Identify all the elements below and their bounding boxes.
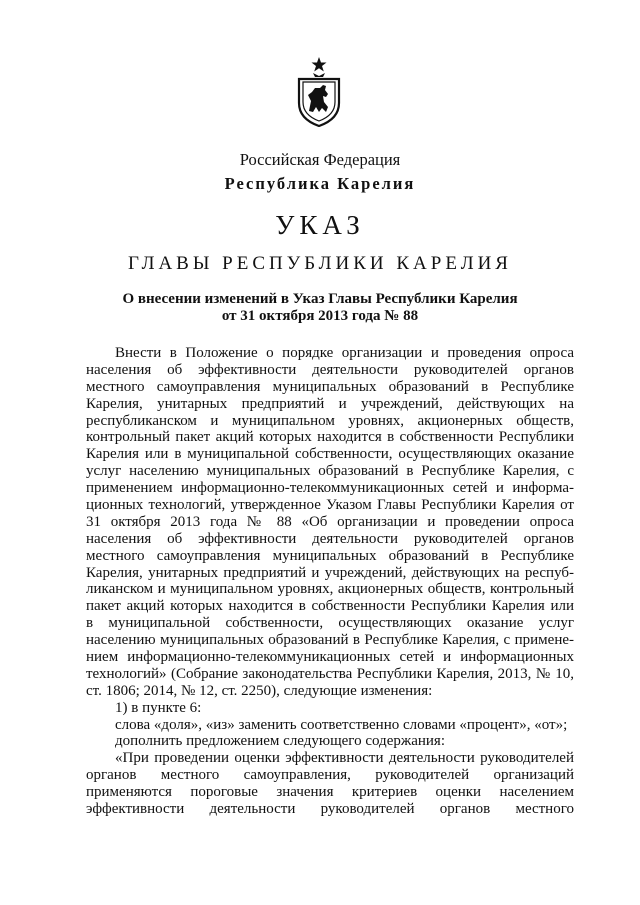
body-line: ликанском и муниципальном уровнях, акционерных обществ, контрольный [86, 581, 574, 598]
body-line: 31 октября 2013 года № 88 «Об организации и проведении опроса [86, 513, 574, 530]
body-line: пакет акций которых находится в собственности Республики Карелия или [86, 598, 574, 615]
decree-title [60, 291, 580, 325]
coat-of-arms-icon [293, 55, 345, 127]
body-line: слова «доля», «из» заменить соответственно словами «процент», «от»; [115, 716, 568, 733]
body-line: населения об эффективности деятельности руководителей органов [86, 361, 574, 378]
body-line: Карелия, унитарных предприятий и учреждений, действующих на [86, 395, 574, 412]
republic-name: Республика Карелия [224, 174, 416, 193]
body-line: Карелия, унитарных предприятий и учреждений, действующих на респуб- [86, 564, 574, 581]
body-line: применяются пороговые значения критериев оценки населением [86, 784, 574, 801]
body-line: местного самоуправления муниципальных образований в Республике [86, 378, 574, 395]
body-line: нием информационно-телекоммуникационных сетей и информационных [86, 649, 574, 666]
body-line: 1) в пункте 6: [115, 699, 202, 716]
body-line: услуг населению муниципальных образований в Республике Карелия, с [86, 463, 574, 480]
country-name: Российская Федерация [239, 150, 401, 169]
body-line: контрольный пакет акций которых находится в собственности Республики [86, 429, 574, 446]
body-line: «При проведении оценки эффективности деятельности руководителей [115, 750, 574, 767]
body-line: применением информационно-телекоммуникационных сетей и информа- [86, 480, 574, 497]
body-line: местного самоуправления муниципальных образований в Республике [86, 547, 574, 564]
body-line: Внести в Положение о порядке организации и проведения опроса [115, 345, 574, 361]
body-line: технологий» (Собрание законодательства Республики Карелия, 2013, № 10, [86, 665, 574, 682]
document-issuer: ГЛАВЫ РЕСПУБЛИКИ КАРЕЛИЯ [128, 253, 512, 274]
body-line: республиканском и муниципальном уровнях, акционерных обществ, [86, 412, 574, 429]
decree-title-line: О внесении изменений в Указ Главы Республики Карелия [122, 291, 518, 307]
body-line: эффективности деятельности руководителей органов местного [86, 801, 574, 818]
star-icon [312, 57, 327, 72]
body-line: дополнить предложением следующего содержания: [115, 733, 445, 750]
body-line: ст. 1806; 2014, № 12, ст. 2250), следующие изменения: [86, 682, 433, 699]
body-line: Карелия или в муниципальной собственности, осуществляющих оказание [86, 446, 574, 463]
body-line: органов местного самоуправления, руководителей организаций [86, 767, 574, 784]
body-line: в муниципальной собственности, осуществляющих оказание услуг [86, 615, 574, 632]
body-line: ционных технологий, утвержденное Указом Главы Республики Карелия от [86, 497, 574, 514]
document-type: УКАЗ [275, 210, 365, 240]
decree-body [86, 345, 574, 818]
body-line: населения об эффективности деятельности руководителей органов [86, 530, 574, 547]
body-line: населению муниципальных образований в Республике Карелия, с примене- [86, 632, 574, 649]
decree-title-line: от 31 октября 2013 года № 88 [221, 308, 419, 324]
